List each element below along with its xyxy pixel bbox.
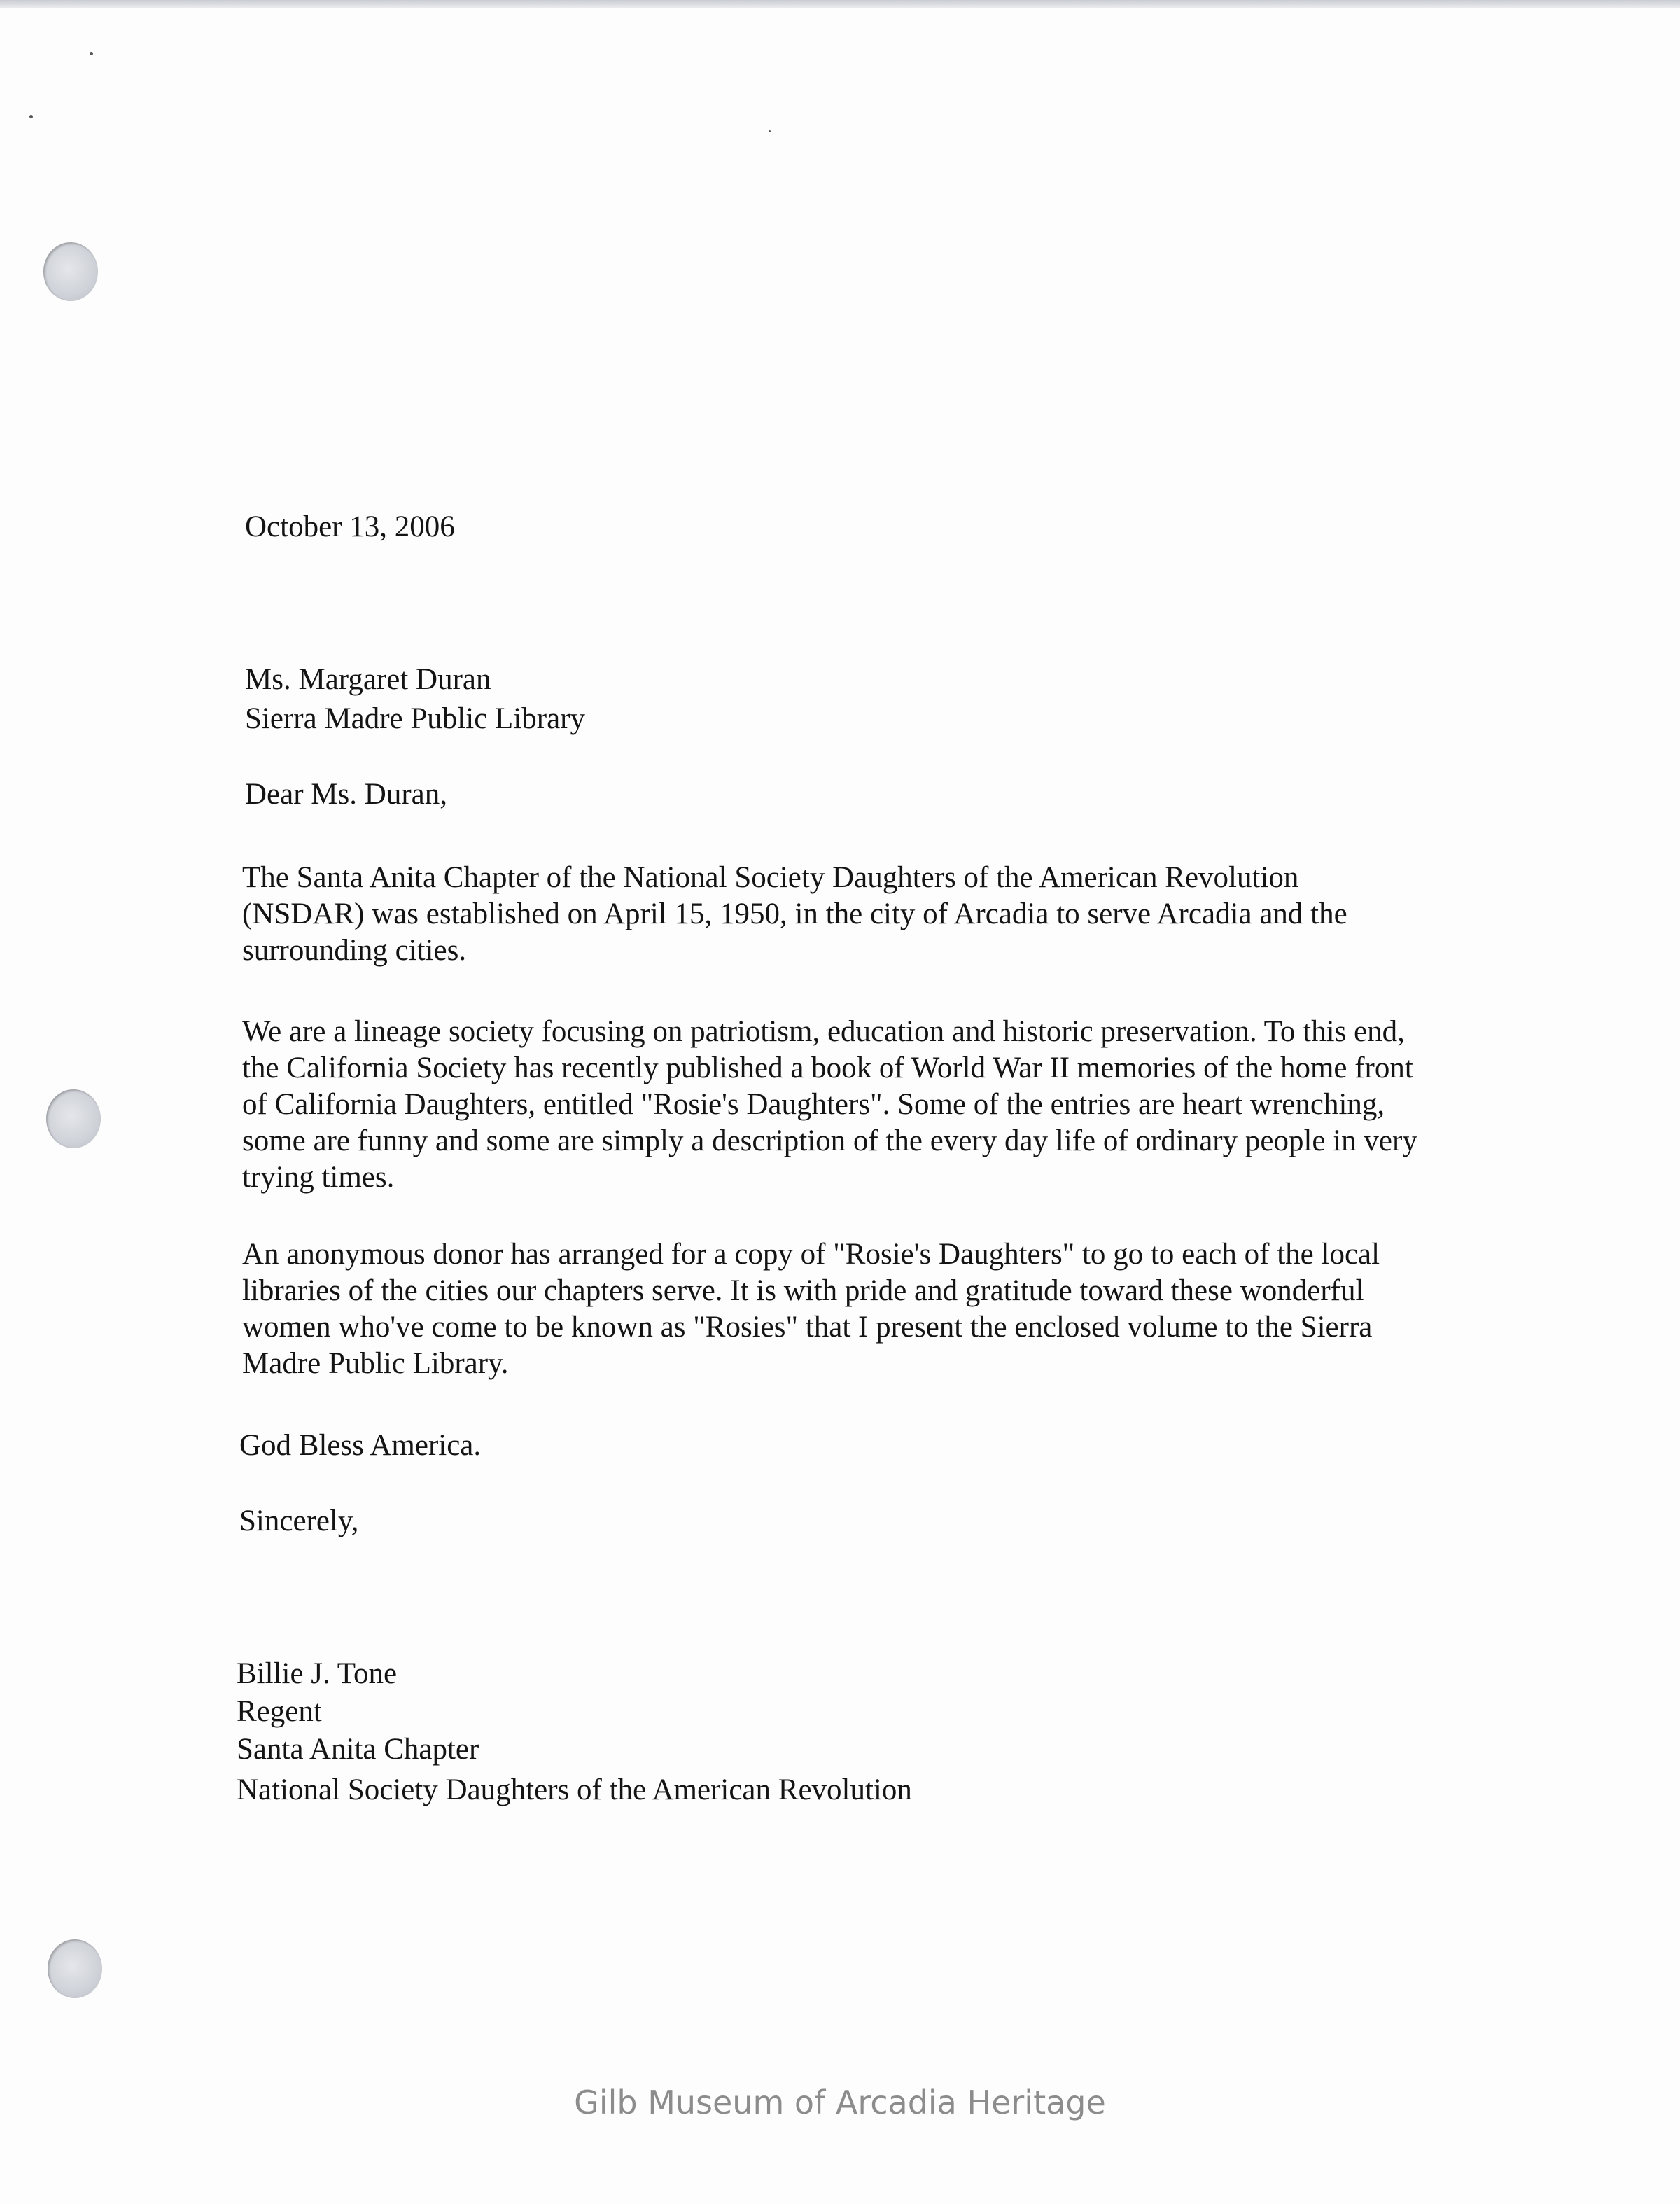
closing-line: God Bless America.: [239, 1429, 482, 1462]
punch-hole-icon: [48, 1939, 102, 1998]
recipient-name: Ms. Margaret Duran: [245, 663, 491, 696]
punch-hole-icon: [46, 1089, 101, 1148]
signer-name: Billie J. Tone: [237, 1657, 398, 1690]
body-paragraph: An anonymous donor has arranged for a copy of "Rosie's Daughters" to go to each of the local libraries of the cities our chapters serve. It is with pride and gratitude toward these wonderful women who've come to be known as "Rosies" that I present the enclosed volume to the Sierra Madre Public Library.: [242, 1238, 1380, 1380]
punch-hole-icon: [43, 242, 98, 301]
signer-organization: National Society Daughters of the American Revolution: [237, 1773, 912, 1806]
body-paragraph: We are a lineage society focusing on patriotism, education and historic preservation. To this end, the California Society has recently published a book of World War II memories of the home front of California Daughters, entitled "Rosie's Daughters". Some of the entries are heart wrenching, some are funny and some are simply a description of the every day life of ordinary people in very trying times.: [242, 1015, 1418, 1194]
scan-speck: [769, 130, 771, 132]
signer-title: Regent: [237, 1695, 322, 1728]
letter-date: October 13, 2006: [245, 510, 455, 543]
recipient-organization: Sierra Madre Public Library: [245, 702, 585, 735]
watermark: Gilb Museum of Arcadia Heritage: [574, 2084, 1106, 2121]
scan-speck: [90, 52, 93, 55]
signer-chapter: Santa Anita Chapter: [237, 1733, 479, 1766]
scan-top-edge: [0, 0, 1680, 8]
body-paragraph: The Santa Anita Chapter of the National Society Daughters of the American Revolution (NSDAR) was established on April 15, 1950, in the city of Arcadia to serve Arcadia and the surrounding cities.: [242, 861, 1348, 967]
scan-speck: [29, 115, 33, 118]
salutation: Dear Ms. Duran,: [245, 778, 447, 811]
valediction: Sincerely,: [239, 1505, 359, 1537]
